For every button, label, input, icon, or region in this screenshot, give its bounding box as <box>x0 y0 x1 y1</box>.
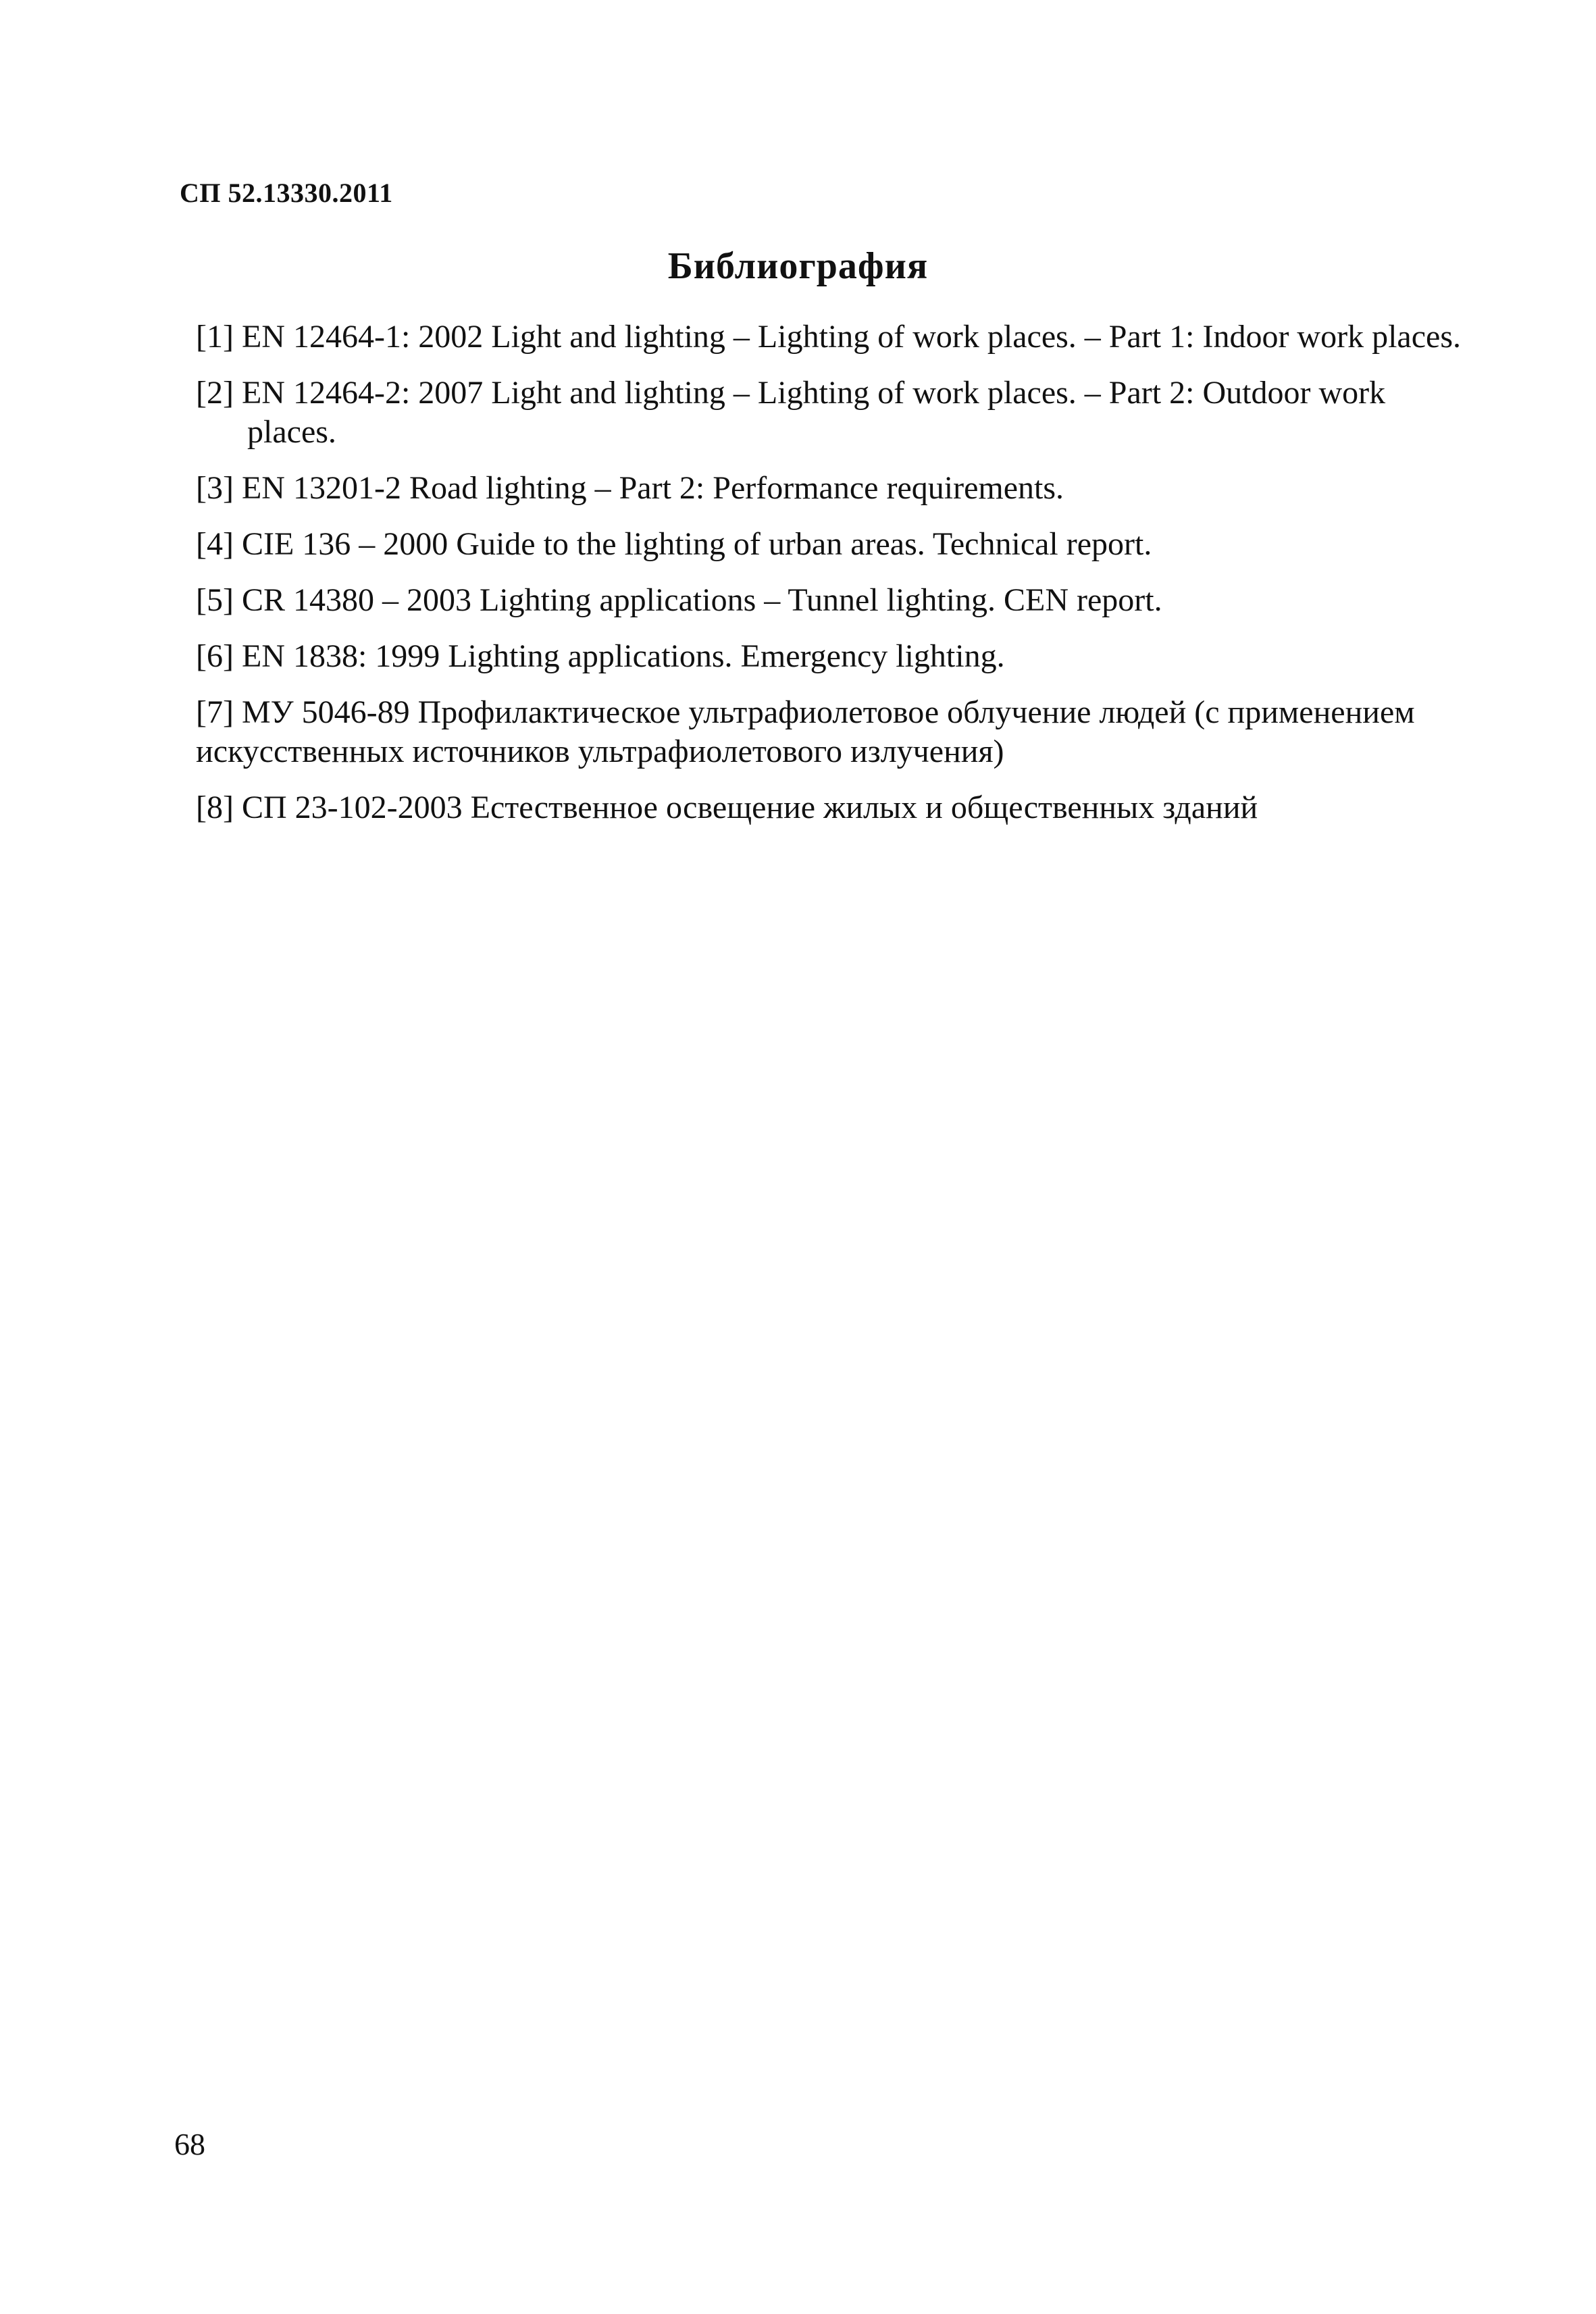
document-code: СП 52.13330.2011 <box>180 178 393 208</box>
entry-number: [6] <box>196 638 234 674</box>
entry-text: МУ 5046-89 Профилактическое ультрафиолетовое облучение людей (с применением искусственных источников ультрафиолетового излучения) <box>196 694 1415 769</box>
bibliography-entry-2 <box>196 374 1466 452</box>
entry-number: [5] <box>196 582 234 618</box>
bibliography-entry-7 <box>196 693 1466 771</box>
entry-number: [2] <box>196 375 234 411</box>
entry-text: EN 13201-2 Road lighting – Part 2: Performance requirements. <box>241 470 1064 506</box>
bibliography-entry-4 <box>196 525 1466 564</box>
bibliography-entry-5 <box>196 581 1466 620</box>
entry-text: EN 12464-2: 2007 Light and lighting – Lighting of work places. – Part 2: Outdoor work places. <box>241 375 1386 450</box>
entry-number: [7] <box>196 694 234 730</box>
entry-text: EN 1838: 1999 Lighting applications. Emergency lighting. <box>241 638 1005 674</box>
bibliography-entry-3 <box>196 469 1466 508</box>
entry-text: CR 14380 – 2003 Lighting applications – Tunnel lighting. CEN report. <box>241 582 1162 618</box>
entry-text: EN 12464-1: 2002 Light and lighting – Lighting of work places. – Part 1: Indoor work places. <box>241 319 1462 355</box>
bibliography-entry-8 <box>196 788 1466 827</box>
page-number: 68 <box>174 2127 205 2161</box>
entry-text: CIE 136 – 2000 Guide to the lighting of urban areas. Technical report. <box>241 526 1152 562</box>
entry-text: СП 23-102-2003 Естественное освещение жилых и общественных зданий <box>241 790 1258 825</box>
entry-number: [8] <box>196 790 234 825</box>
entry-number: [3] <box>196 470 234 506</box>
entry-number: [1] <box>196 319 234 355</box>
entry-number: [4] <box>196 526 234 562</box>
bibliography-list <box>196 317 1466 844</box>
page-title: Библиография <box>667 245 929 287</box>
bibliography-entry-6 <box>196 637 1466 676</box>
bibliography-entry-1 <box>196 317 1466 357</box>
